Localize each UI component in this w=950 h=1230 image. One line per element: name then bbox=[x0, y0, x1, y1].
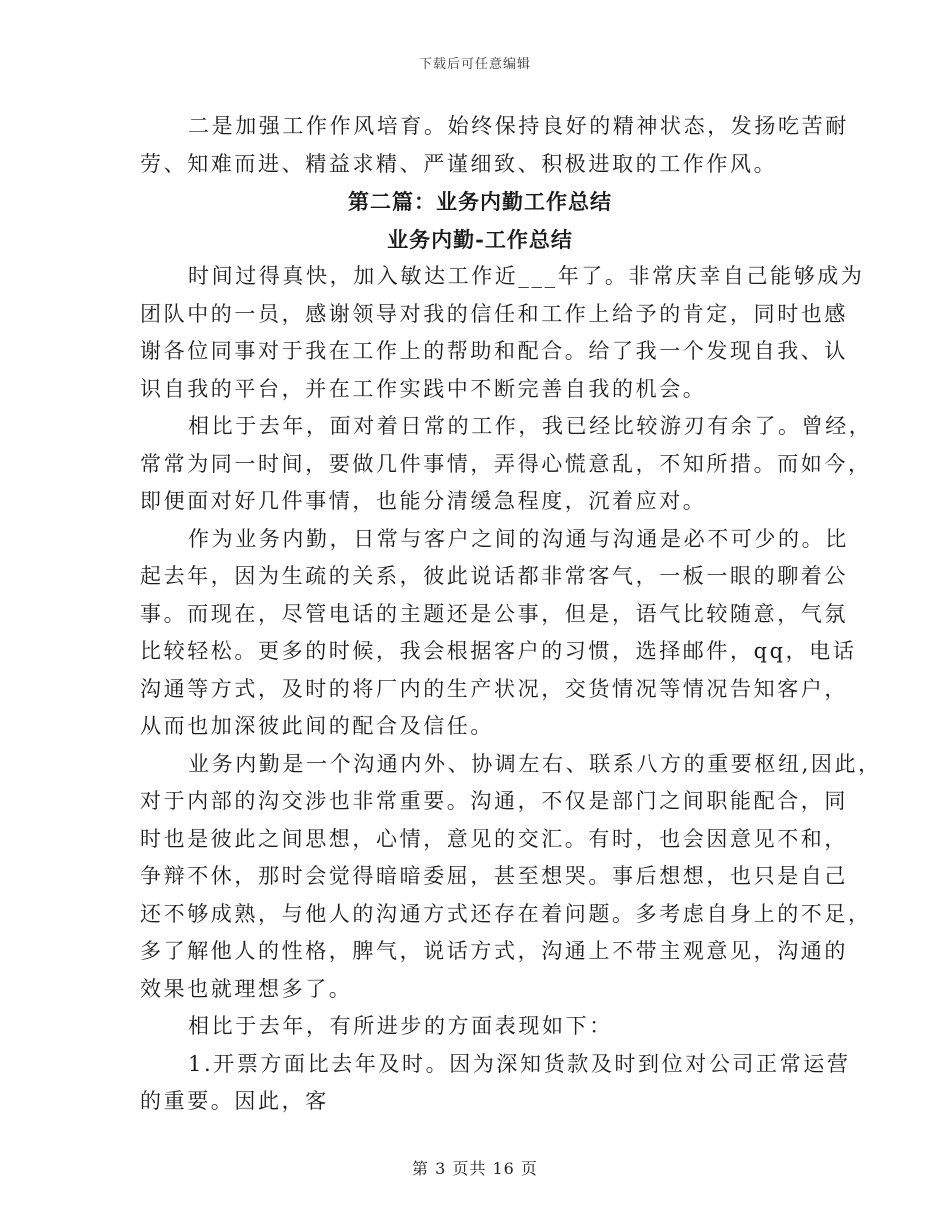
text-line: 时间过得真快，加入敏达工作近___年了。非常庆幸自己能够成为 bbox=[188, 264, 865, 288]
text-line: 起去年，因为生疏的关系，彼此说话都非常客气，一板一眼的聊着公 bbox=[140, 564, 848, 588]
text-line: 时也是彼此之间思想，心情，意见的交汇。有时，也会因意见不和， bbox=[140, 826, 848, 851]
text-line: 对于内部的沟交涉也非常重要。沟通，不仅是部门之间职能配合，同 bbox=[140, 789, 848, 813]
paragraph bbox=[140, 521, 857, 746]
document-body bbox=[140, 108, 882, 1121]
text-line: 业务内勤是一个沟通内外、协调左右、联系八方的重要枢纽,因此， bbox=[188, 751, 882, 776]
paragraph bbox=[140, 1046, 851, 1121]
text-line: 谢各位同事对于我在工作上的帮助和配合。给了我一个发现自我、认 bbox=[140, 339, 848, 363]
text-line: 即便面对好几件事情，也能分清缓急程度，沉着应对。 bbox=[140, 489, 707, 513]
text-line: 事。而现在，尽管电话的主题还是公事，但是，语气比较随意，气氛 bbox=[140, 601, 848, 626]
section-heading: 第二篇：业务内勤工作总结 bbox=[348, 189, 612, 214]
paragraph bbox=[140, 408, 873, 521]
text-line: 识自我的平台，并在工作实践中不断完善自我的机会。 bbox=[140, 376, 707, 401]
text-line: 还不够成熟，与他人的沟通方式还存在着问题。多考虑自身上的不足， bbox=[140, 901, 872, 926]
text-line: 二是加强工作作风培育。始终保持良好的精神状态，发扬吃苦耐 bbox=[188, 114, 849, 138]
text-line: 从而也加深彼此间的配合及信任。 bbox=[140, 714, 494, 738]
text-line: 相比于去年，有所进步的方面表现如下： bbox=[188, 1014, 613, 1038]
header-note: 下载后可任意编辑 bbox=[418, 57, 531, 72]
text-line: 争辩不休，那时会觉得暗暗委屈，甚至想哭。事后想想，也只是自己 bbox=[140, 864, 848, 888]
text-line: 效果也就理想多了。 bbox=[140, 976, 353, 1001]
text-line: 沟通等方式，及时的将厂内的生产状况，交货情况等情况告知客户， bbox=[140, 676, 848, 701]
paragraph bbox=[140, 1008, 820, 1046]
text-line: 比较轻松。更多的时候，我会根据客户的习惯，选择邮件，qq，电话 bbox=[140, 639, 857, 663]
paragraph bbox=[140, 258, 865, 408]
section-heading: 业务内勤-工作总结 bbox=[387, 226, 573, 252]
text-line: 作为业务内勤，日常与客户之间的沟通与沟通是必不可少的。比 bbox=[188, 526, 849, 551]
text-line: 团队中的一员，感谢领导对我的信任和工作上给予的肯定，同时也感 bbox=[140, 301, 848, 326]
text-line: 劳、知难而进、精益求精、严谨细致、积极进取的工作作风。 bbox=[140, 151, 778, 176]
text-line: 的重要。因此，客 bbox=[140, 1089, 329, 1113]
page-footer: 第 3 页共 16 页 bbox=[412, 1159, 538, 1178]
text-line: 多了解他人的性格，脾气，说话方式，沟通上不带主观意见，沟通的 bbox=[140, 939, 848, 963]
text-line: 1.开票方面比去年及时。因为深知货款及时到位对公司正常运营 bbox=[188, 1051, 851, 1076]
text-line: 常常为同一时间，要做几件事情，弄得心慌意乱，不知所措。而如今， bbox=[140, 451, 872, 476]
paragraph bbox=[140, 108, 849, 183]
paragraph bbox=[140, 746, 882, 1009]
text-line: 相比于去年，面对着日常的工作，我已经比较游刃有余了。曾经， bbox=[188, 414, 873, 438]
